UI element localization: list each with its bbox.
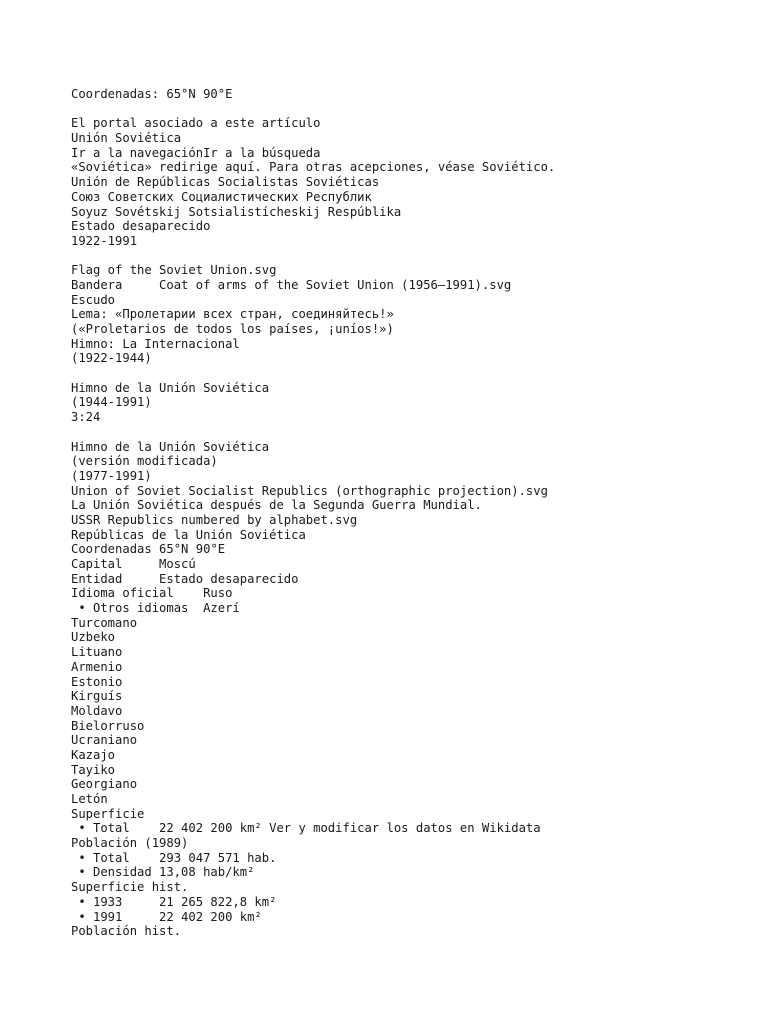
blank-line bbox=[71, 366, 761, 381]
text-line: Entidad Estado desaparecido bbox=[71, 571, 299, 586]
text-line: • 1991 22 402 200 km² bbox=[71, 909, 262, 924]
text-line: Moldavo bbox=[71, 703, 123, 718]
blank-line bbox=[71, 425, 761, 440]
text-line: Turcomano bbox=[71, 615, 138, 630]
text-line: 3:24 bbox=[71, 410, 101, 425]
text-line: (1977-1991) bbox=[71, 468, 152, 483]
text-line: • Total 22 402 200 km² Ver y modificar los datos en Wikidata bbox=[71, 821, 541, 836]
text-line: Repúblicas de la Unión Soviética bbox=[71, 527, 306, 542]
text-line: (versión modificada) bbox=[71, 454, 218, 469]
text-line: (1944-1991) bbox=[71, 395, 152, 410]
text-line: Himno de la Unión Soviética bbox=[71, 380, 270, 395]
text-line: Coordenadas: 65°N 90°E bbox=[71, 87, 233, 101]
blank-line bbox=[71, 249, 761, 264]
text-line: • Densidad 13,08 hab/km² bbox=[71, 865, 255, 880]
text-line: Union of Soviet Socialist Republics (orthographic projection).svg bbox=[71, 483, 548, 498]
text-line: Союз Советских Социалистических Республик bbox=[71, 189, 372, 204]
text-line: Armenio bbox=[71, 659, 123, 674]
text-line: («Proletarios de todos los países, ¡uníos!») bbox=[71, 322, 394, 336]
text-line: Unión Soviética bbox=[71, 131, 182, 146]
text-line: Letón bbox=[71, 792, 108, 806]
text-line: Lituano bbox=[71, 645, 123, 660]
text-line: El portal asociado a este artículo bbox=[71, 116, 321, 131]
text-line: • 1933 21 265 822,8 km² bbox=[71, 894, 277, 909]
text-line: • Total 293 047 571 hab. bbox=[71, 850, 277, 865]
text-line: • Otros idiomas Azerí bbox=[71, 601, 240, 616]
text-line: Población hist. bbox=[71, 924, 182, 939]
text-line: Soyuz Sovétskij Sotsialistícheskij Respúblika bbox=[71, 204, 402, 219]
text-line: Coordenadas 65°N 90°E bbox=[71, 542, 226, 557]
text-line: Estonio bbox=[71, 674, 123, 689]
text-line: Kazajo bbox=[71, 747, 116, 762]
text-line: Bielorruso bbox=[71, 718, 145, 733]
text-line: USSR Republics numbered by alphabet.svg bbox=[71, 512, 358, 527]
text-line: Bandera Coat of arms of the Soviet Union (1956–1991).svg bbox=[71, 277, 512, 292]
text-line: Ir a la navegaciónIr a la búsqueda bbox=[71, 145, 321, 160]
document-page bbox=[71, 87, 761, 939]
text-line: Idioma oficial Ruso bbox=[71, 586, 233, 601]
text-line: «Soviética» redirige aquí. Para otras acepciones, véase Soviético. bbox=[71, 160, 556, 175]
text-line: La Unión Soviética después de la Segunda Guerra Mundial. bbox=[71, 498, 482, 513]
text-line: Uzbeko bbox=[71, 630, 116, 645]
text-line: Superficie bbox=[71, 806, 145, 821]
text-line: Himno: La Internacional bbox=[71, 336, 240, 351]
text-line: Himno de la Unión Soviética bbox=[71, 439, 270, 454]
text-line: Ucraniano bbox=[71, 733, 138, 748]
text-line: Superficie hist. bbox=[71, 880, 189, 895]
text-line: Escudo bbox=[71, 292, 116, 307]
blank-line bbox=[71, 102, 761, 117]
text-line: Población (1989) bbox=[71, 836, 189, 851]
text-line: Georgiano bbox=[71, 777, 138, 792]
text-line: Lema: «Пролетарии всех стран, соединяйтесь!» bbox=[71, 307, 394, 322]
text-line: Kirguís bbox=[71, 689, 123, 704]
text-line: Estado desaparecido bbox=[71, 219, 211, 234]
text-line: (1922-1944) bbox=[71, 351, 152, 366]
text-line: 1922-1991 bbox=[71, 233, 138, 248]
text-line: Flag of the Soviet Union.svg bbox=[71, 263, 277, 278]
text-line: Unión de Repúblicas Socialistas Soviéticas bbox=[71, 175, 380, 190]
text-line: Tayiko bbox=[71, 762, 116, 777]
text-line: Capital Moscú bbox=[71, 557, 196, 571]
